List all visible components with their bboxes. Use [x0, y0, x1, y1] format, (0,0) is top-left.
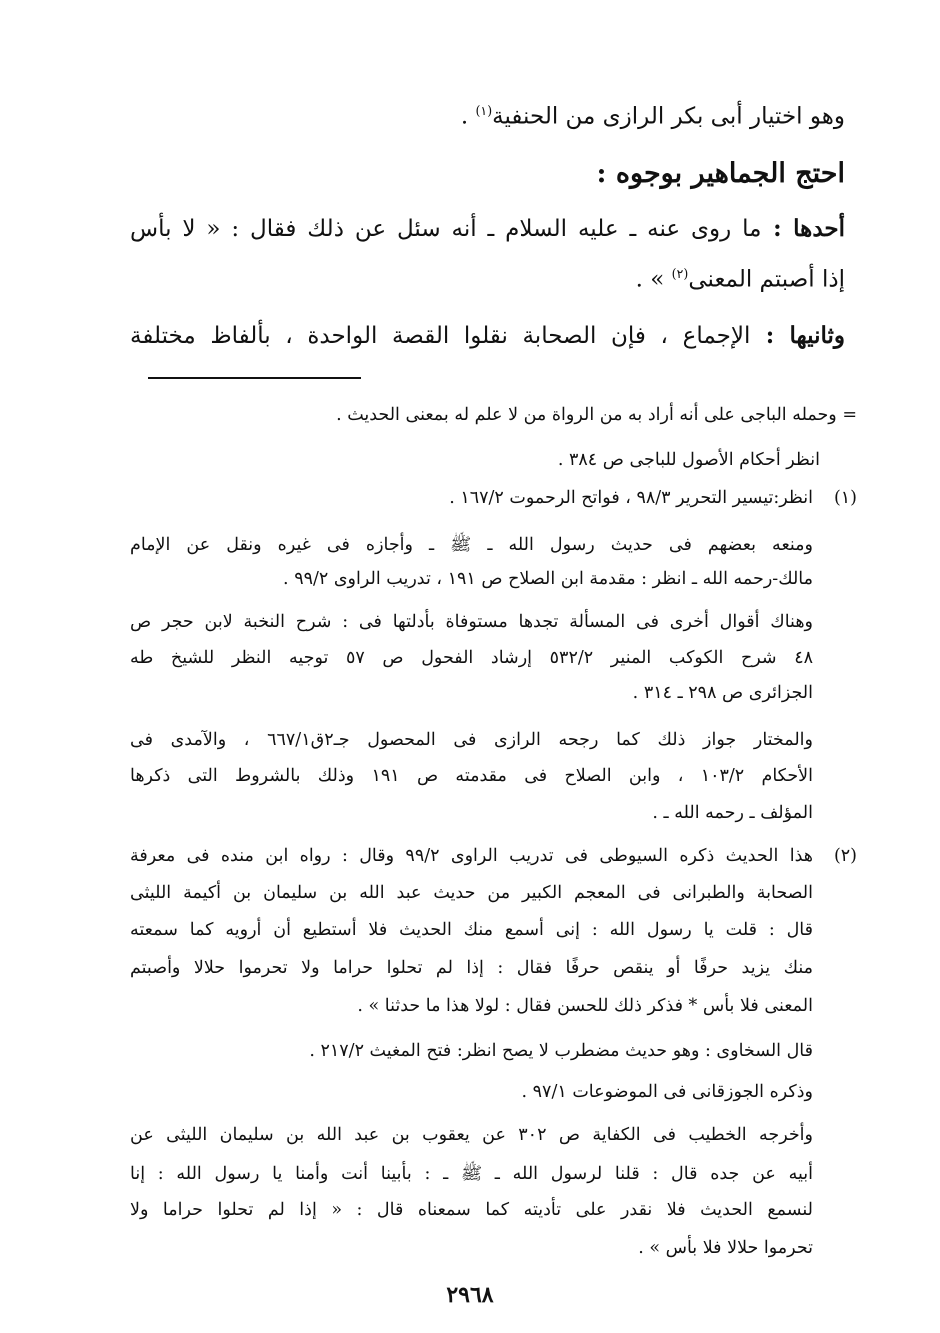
footnote-line: وأخرجه الخطيب فى الكفاية ص ٣٠٢ عن يعقوب بن عبد الله بن سليمان الليثى عن: [130, 1125, 813, 1145]
main-text-line: إذا أصبتم المعنى: [688, 266, 845, 293]
footnote-line: مالك-رحمه الله ـ انظر : مقدمة ابن الصلاح ص ١٩١ ، تدريب الراوى ٩٩/٢ .: [283, 569, 813, 589]
paragraph-lead: أحدها :: [761, 215, 845, 242]
main-text-line: الإجماع ، فإن الصحابة نقلوا القصة الواحدة ، بألفاظ مختلفة: [130, 323, 751, 349]
main-line: [130, 322, 845, 349]
footnote-line: انظر أحكام الأصول للباجى ص ٣٨٤ .: [557, 450, 820, 470]
footnote-line: ومنعه بعضهم فى حديث رسول الله ـ ﷺ ـ وأجازه فى غيره ونقل عن الإمام: [130, 535, 813, 555]
footnote-line: انظر:تيسير التحرير ٩٨/٣ ، فواتح الرحموت ١٦٧/٢ .: [449, 488, 813, 508]
footnote-line: الصحابة والطبرانى فى المعجم الكبير من حديث عبد الله بن سليمان بن أكيمة الليثى: [130, 883, 813, 903]
footnote-line: لنسمع الحديث فلا نقدر على تأديته كما سمعناه قال : « إذا لم تحلوا حراما ولا: [130, 1200, 813, 1220]
footnote-line: الأحكام ١٠٣/٢ ، وابن الصلاح فى مقدمته ص ١٩١ وذلك بالشروط التى ذكرها: [130, 766, 813, 786]
footnote-line: والمختار جواز ذلك كما رجحه الرازى فى المحصول جـ٢ق٦٦٧/١ ، والآمدى فى: [130, 730, 813, 750]
main-line: [130, 266, 845, 293]
footnote-line: أبيه عن جده قال : قلنا لرسول الله ـ ﷺ ـ : بأبينا أنت وأمنا يا رسول الله : إنا: [130, 1164, 813, 1184]
page-number: ٢٩٦٨: [446, 1282, 494, 1308]
section-heading: احتج الجماهير بوجوه :: [596, 158, 845, 189]
main-text-line-end: » .: [635, 266, 672, 293]
footnote-line: قال السخاوى : وهو حديث مضطرب لا يصح انظر: فتح المغيث ٢١٧/٢ .: [309, 1041, 813, 1061]
main-text-line-end: .: [460, 103, 476, 130]
footnote-ref: (١): [475, 103, 493, 118]
footnote-line: المؤلف ـ رحمه الله ـ .: [652, 803, 813, 823]
footnote-number: (١): [833, 488, 857, 508]
footnote-line: المعنى فلا بأس * فذكر ذلك للحسن فقال : لولا هذا ما حدثنا » .: [357, 996, 813, 1016]
footnote-line: هذا الحديث ذكره السيوطى فى تدريب الراوى ٩٩/٢ وقال : رواه ابن منده فى معرفة: [130, 846, 813, 866]
main-line: [130, 103, 845, 130]
footnote-separator: [148, 377, 361, 379]
footnote-line: وذكره الجوزقانى فى الموضوعات ٩٧/١ .: [521, 1082, 813, 1102]
footnote-line: قال : قلت يا رسول الله : إنى أسمع منك الحديث فلا أستطيع أن أرويه كما سمعته: [130, 920, 813, 940]
main-text-line: وهو اختيار أبى بكر الرازى من الحنفية: [492, 103, 845, 130]
footnote-line: وهناك أقوال أخرى فى المسألة تجدها مستوفاة بأدلتها فى : شرح النخبة لابن حجر ص: [130, 612, 813, 632]
footnote-line: الجزائرى ص ٢٩٨ ـ ٣١٤ .: [632, 683, 813, 703]
footnote-line: = وحمله الباجى على أنه أراد به من الرواة من لا علم له بمعنى الحديث .: [336, 405, 857, 425]
footnote-line: ٤٨ شرح الكوكب المنير ٥٣٢/٢ إرشاد الفحول ص ٥٧ توجيه النظر للشيخ طه: [130, 648, 813, 668]
main-text-line: ما روى عنه ـ عليه السلام ـ أنه سئل عن ذلك فقال : « لا بأس: [130, 216, 762, 242]
footnote-line: تحرموا حلالا فلا بأس » .: [638, 1238, 813, 1258]
footnote-ref: (٢): [671, 266, 689, 281]
main-line: [130, 215, 845, 242]
footnote-line: منك يزيد حرفًا أو ينقص حرفًا فقال : إذا لم تحلوا حراما ولا تحرموا حلالا وأصبتم: [130, 958, 813, 978]
footnote-number: (٢): [833, 846, 857, 866]
paragraph-lead: وثانيها :: [750, 322, 845, 349]
